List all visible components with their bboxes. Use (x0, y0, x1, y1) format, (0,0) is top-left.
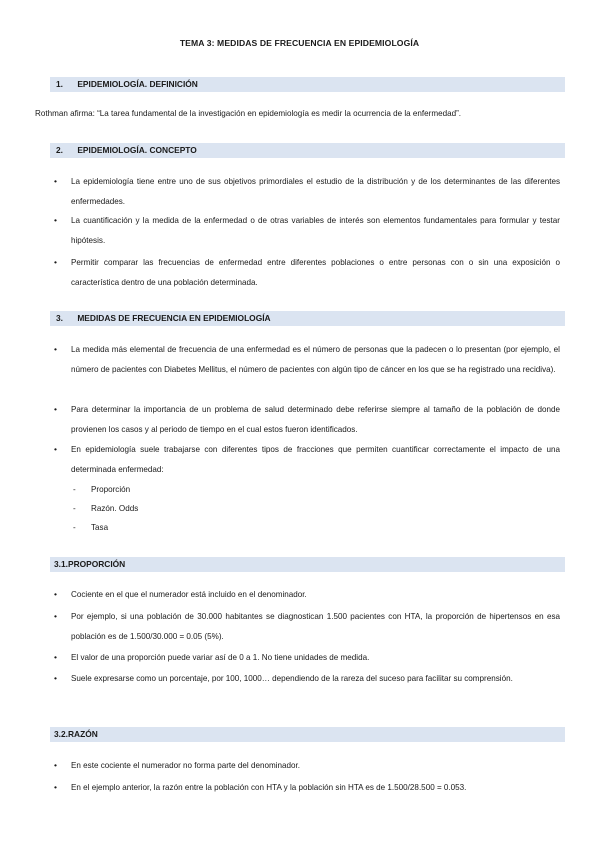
list-item (54, 778, 560, 798)
dash-marker: - (73, 504, 76, 513)
dash-list-item-text: Tasa (91, 523, 109, 532)
section-title: PROPORCIÓN (67, 559, 126, 569)
list-item-text: Permitir comparar las frecuencias de enfermedad entre diferentes poblaciones o entre personas con o sin una exposición o característica dentro de una población determinada. (71, 258, 560, 287)
list-item (54, 340, 560, 379)
section-number: 3.2. (54, 729, 68, 739)
list-item-text: Suele expresarse como un porcentaje, por 100, 1000… dependiendo de la rareza del suceso para facilitar su comprensión. (71, 674, 513, 683)
dash-marker: - (73, 523, 76, 532)
bullet-icon: • (54, 673, 57, 683)
bullet-icon: • (54, 257, 57, 267)
list-item-text: Cociente en el que el numerador está incluido en el denominador. (71, 590, 307, 599)
dash-list-item (73, 518, 108, 537)
section-heading-2 (50, 143, 565, 158)
list-item (54, 669, 560, 689)
section-heading-1 (50, 77, 565, 92)
list-item-text: La cuantificación y la medida de la enfermedad o de otras variables de interés son elementos fundamentales para formular y testar hipótesis. (71, 216, 560, 245)
bullet-icon: • (54, 760, 57, 770)
list-item (54, 211, 560, 250)
section-number: 3.1. (54, 559, 68, 569)
list-item-text: En epidemiología suele trabajarse con diferentes tipos de fracciones que permiten cuantificar correctamente el impacto de una determinada enfermedad: (71, 445, 560, 474)
list-item-text: El valor de una proporción puede variar así de 0 a 1. No tiene unidades de medida. (71, 653, 370, 662)
bullet-icon: • (54, 344, 57, 354)
section-number: 1. (56, 79, 63, 89)
list-item (54, 648, 560, 668)
section-heading-3-2 (50, 727, 565, 742)
bullet-icon: • (54, 589, 57, 599)
list-item (54, 756, 560, 776)
document-title: TEMA 3: MEDIDAS DE FRECUENCIA EN EPIDEMIOLOGÍA (179, 38, 420, 48)
bullet-icon: • (54, 652, 57, 662)
list-item (54, 253, 560, 292)
bullet-icon: • (54, 404, 57, 414)
section-title: RAZÓN (67, 729, 98, 739)
dash-list-item (73, 480, 130, 499)
section-title: EPIDEMIOLOGÍA. DEFINICIÓN (77, 79, 198, 89)
list-item-text: La epidemiología tiene entre uno de sus objetivos primordiales el estudio de la distribución y de los determinantes de las diferentes enfermedades. (71, 177, 560, 206)
list-item-text: Para determinar la importancia de un problema de salud determinado debe referirse siempre al tamaño de la población de donde provienen los casos y al periodo de tiempo en el cual estos fueron identificados. (71, 405, 560, 434)
dash-list-item (73, 499, 138, 518)
bullet-icon: • (54, 611, 57, 621)
dash-marker: - (73, 485, 76, 494)
section-heading-3 (50, 311, 565, 326)
section-title: EPIDEMIOLOGÍA. CONCEPTO (77, 145, 197, 155)
list-item (54, 440, 560, 479)
list-item-text: La medida más elemental de frecuencia de una enfermedad es el número de personas que la padecen o lo presentan (por ejemplo, el número de pacientes con Diabetes Mellitus, el número de pacientes con algún tipo de cáncer en los que se ha registrado una recidiva). (71, 345, 560, 374)
list-item-text: En este cociente el numerador no forma parte del denominador. (71, 761, 301, 770)
dash-list-item-text: Proporción (91, 485, 131, 494)
bullet-icon: • (54, 782, 57, 792)
bullet-icon: • (54, 444, 57, 454)
section-heading-3-1 (50, 557, 565, 572)
list-item (54, 172, 560, 211)
section-number: 3. (56, 313, 63, 323)
list-item (54, 400, 560, 439)
list-item-text: Por ejemplo, si una población de 30.000 habitantes se diagnostican 1.500 pacientes con HTA, la proporción de hipertensos en esa población es de 1.500/30.000 = 0.05 (5%). (71, 612, 560, 641)
definition-paragraph: Rothman afirma: “La tarea fundamental de la investigación en epidemiología es medir la ocurrencia de la enfermedad”. (35, 109, 462, 118)
bullet-icon: • (54, 215, 57, 225)
bullet-icon: • (54, 176, 57, 186)
section-title: MEDIDAS DE FRECUENCIA EN EPIDEMIOLOGÍA (77, 313, 271, 323)
list-item (54, 607, 560, 646)
dash-list-item-text: Razón. Odds (91, 504, 139, 513)
section-number: 2. (56, 145, 63, 155)
list-item (54, 585, 560, 605)
list-item-text: En el ejemplo anterior, la razón entre la población con HTA y la población sin HTA es de 1.500/28.500 = 0.053. (71, 783, 467, 792)
